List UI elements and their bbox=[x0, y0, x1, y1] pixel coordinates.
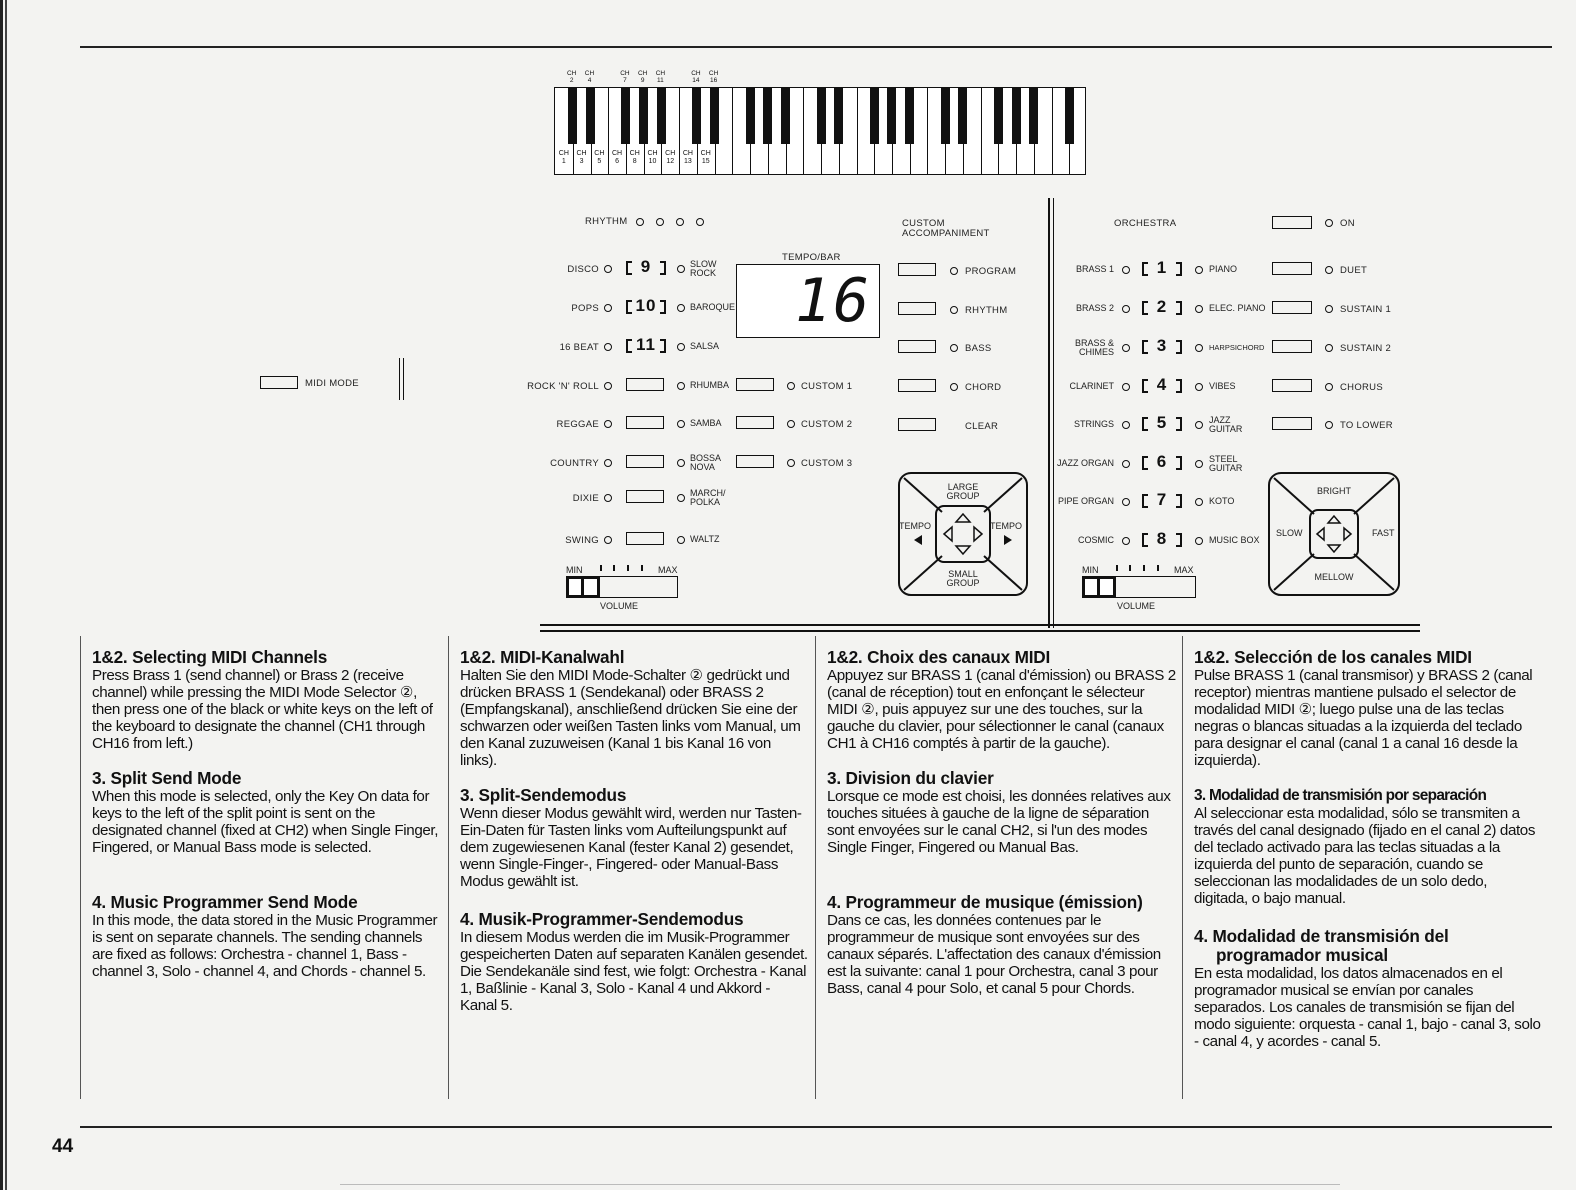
midi-mode-divider-2 bbox=[403, 358, 404, 400]
black-key bbox=[586, 88, 595, 144]
black-key bbox=[763, 88, 772, 144]
en-paragraph-2: When this mode is selected, only the Key On data for keys to the left of the split point is sent on the designated channel (fixed at CH2) when Single Finger, Fingered, or Manual Bass mode is selected. bbox=[92, 788, 439, 856]
tempo-bar-display bbox=[736, 264, 880, 338]
orchestra-effect-indicator bbox=[1325, 383, 1333, 391]
orchestra-indicator bbox=[1195, 305, 1203, 313]
keyboard-channel-label: CH 3 bbox=[576, 150, 587, 165]
orchestra-label: CLARINET bbox=[1069, 381, 1114, 391]
custom-acc-label: CLEAR bbox=[965, 421, 999, 432]
en-heading-3: 4. Music Programmer Send Mode bbox=[92, 892, 358, 912]
rhythm-indicator bbox=[604, 343, 612, 351]
binding-edge-inner bbox=[5, 0, 7, 1190]
rhythm-indicator bbox=[677, 536, 685, 544]
orchestra-on-indicator bbox=[1325, 219, 1333, 227]
rhythm-button[interactable] bbox=[626, 416, 664, 429]
rhythm-label: BOSSA NOVA bbox=[690, 453, 721, 472]
rhythm-indicator-1 bbox=[636, 218, 644, 226]
rhythm-button[interactable] bbox=[626, 378, 664, 391]
rhythm-indicator bbox=[604, 265, 612, 273]
rhythm-number-bracket bbox=[626, 339, 632, 353]
large-group-label: LARGE GROUP bbox=[946, 482, 980, 501]
orchestra-number-bracket bbox=[1176, 340, 1182, 354]
orchestra-effect-label: CHORUS bbox=[1340, 382, 1383, 393]
en-heading-1: 1&2. Selecting MIDI Channels bbox=[92, 647, 328, 667]
orchestra-label: MUSIC BOX bbox=[1209, 535, 1260, 545]
orchestra-number-button[interactable]: 5 bbox=[1156, 413, 1168, 432]
fr-paragraph-1: Appuyez sur BRASS 1 (canal d'émission) ou BRASS 2 (canal de réception) tout en enfonçant le sélecteur MIDI ②, puis appuyez sur une des touches, sur la gauche du clavier, pour sélectionner le canal (canaux CH1 à CH16 comptés à partir de la gauche). bbox=[827, 667, 1176, 752]
orchestra-indicator bbox=[1195, 383, 1203, 391]
keyboard-channel-label: CH 5 bbox=[594, 150, 605, 165]
orchestra-effect-label: TO LOWER bbox=[1340, 420, 1393, 431]
rhythm-indicator bbox=[604, 494, 612, 502]
orchestra-label: VIBES bbox=[1209, 381, 1236, 391]
orchestra-number-bracket bbox=[1142, 533, 1148, 547]
custom-acc-indicator bbox=[950, 383, 958, 391]
mellow-label: MELLOW bbox=[1314, 572, 1354, 582]
small-group-label: SMALL GROUP bbox=[946, 569, 980, 588]
rhythm-indicator bbox=[677, 420, 685, 428]
bottom-rule bbox=[80, 1126, 1552, 1128]
de-paragraph-3: In diesem Modus werden die im Musik-Programmer gespeicherten Daten auf separaten Kanälen gesendet. Die Sendekanäle sind fest, wie folgt: Orchestra - Kanal 1, Baßlinie - Kanal 3, Solo - Kanal 4 und Akkord - Kanal 5. bbox=[460, 929, 808, 1014]
tempo-down-label: TEMPO bbox=[899, 521, 932, 531]
panel-base-line bbox=[540, 624, 1420, 626]
keyboard-channel-label: CH 14 bbox=[691, 70, 701, 84]
keyboard-figure bbox=[550, 70, 1090, 180]
rhythm-number-bracket bbox=[660, 261, 666, 275]
volume-right-max: MAX bbox=[1174, 565, 1194, 575]
orchestra-number-bracket bbox=[1142, 456, 1148, 470]
black-key bbox=[1065, 88, 1074, 144]
rhythm-label: WALTZ bbox=[690, 534, 720, 544]
orchestra-label: ELEC. PIANO bbox=[1209, 303, 1266, 313]
custom-rhythm-indicator bbox=[787, 382, 795, 390]
custom-acc-button[interactable] bbox=[898, 340, 936, 353]
keyboard-channel-label: CH 10 bbox=[647, 150, 658, 165]
custom-rhythm-button[interactable] bbox=[736, 416, 774, 429]
de-heading-2: 3. Split-Sendemodus bbox=[460, 785, 627, 805]
custom-acc-label: RHYTHM bbox=[965, 305, 1008, 316]
orchestra-effect-label: SUSTAIN 1 bbox=[1340, 304, 1392, 315]
column-spanish bbox=[1194, 648, 1544, 1050]
rhythm-label: ROCK 'N' ROLL bbox=[527, 381, 599, 392]
es-heading-1: 1&2. Selección de los canales MIDI bbox=[1194, 647, 1472, 667]
orchestra-label: KOTO bbox=[1209, 496, 1235, 506]
volume-right-slider-knob[interactable] bbox=[1082, 576, 1116, 598]
black-key bbox=[941, 88, 950, 144]
orchestra-label: JAZZ ORGAN bbox=[1056, 458, 1114, 468]
es-paragraph-1: Pulse BRASS 1 (canal transmisor) y BRASS 2 (canal receptor) mientras mantiene pulsado el selector de modalidad MIDI ②; luego pulse una de las teclas negras o blancas situadas a la izquierda del teclado para designar el canal (canal 1 a canal 16 desde la izquierda). bbox=[1194, 667, 1533, 769]
page-number: 44 bbox=[52, 1136, 74, 1157]
orchestra-number-button[interactable]: 3 bbox=[1156, 336, 1168, 355]
rhythm-indicator bbox=[604, 459, 612, 467]
rhythm-number-button[interactable]: 9 bbox=[640, 257, 652, 276]
orchestra-number-button[interactable]: 1 bbox=[1156, 258, 1168, 277]
orchestra-heading: ORCHESTRA bbox=[1114, 218, 1177, 229]
rhythm-label: SWING bbox=[565, 535, 599, 546]
black-key bbox=[834, 88, 843, 144]
rhythm-label: BAROQUE bbox=[690, 302, 736, 312]
orchestra-label: JAZZ GUITAR bbox=[1209, 415, 1243, 434]
orchestra-indicator bbox=[1122, 421, 1130, 429]
rhythm-label: SALSA bbox=[690, 341, 720, 351]
rhythm-label: MARCH/ POLKA bbox=[690, 488, 726, 507]
volume-left-ticks bbox=[600, 565, 652, 571]
black-key bbox=[781, 88, 790, 144]
orchestra-effect-indicator bbox=[1325, 344, 1333, 352]
black-key bbox=[568, 88, 577, 144]
rhythm-label: COUNTRY bbox=[550, 458, 599, 469]
es-heading-3: 4. Modalidad de transmisión del programador musical bbox=[1194, 926, 1449, 965]
volume-right[interactable] bbox=[1079, 564, 1199, 614]
orchestra-label: BRASS & CHIMES bbox=[1074, 338, 1114, 357]
orchestra-label: STRINGS bbox=[1073, 419, 1114, 429]
panel-base-line-2 bbox=[540, 630, 1420, 632]
white-key-divider bbox=[1052, 88, 1053, 174]
orchestra-indicator bbox=[1195, 266, 1203, 274]
orchestra-effect-indicator bbox=[1325, 421, 1333, 429]
bright-label: BRIGHT bbox=[1316, 486, 1351, 496]
custom-rhythm-label: CUSTOM 3 bbox=[801, 458, 853, 469]
tempo-bar-value: 16 bbox=[795, 266, 872, 336]
keyboard-channel-label: CH 8 bbox=[629, 150, 640, 165]
rhythm-label: RHUMBA bbox=[690, 380, 730, 390]
tempo-up-label: TEMPO bbox=[990, 521, 1023, 531]
rhythm-indicator bbox=[677, 304, 685, 312]
black-key bbox=[994, 88, 1003, 144]
rhythm-label: SLOW ROCK bbox=[690, 259, 717, 278]
keyboard-channel-label: CH 16 bbox=[708, 70, 719, 84]
de-heading-3: 4. Musik-Programmer-Sendemodus bbox=[460, 909, 744, 929]
volume-left[interactable] bbox=[563, 564, 683, 614]
custom-acc-indicator bbox=[950, 267, 958, 275]
rhythm-heading: RHYTHM bbox=[585, 216, 628, 227]
rhythm-indicator bbox=[604, 304, 612, 312]
fr-heading-1: 1&2. Choix des canaux MIDI bbox=[827, 647, 1051, 667]
panel-divider-2 bbox=[1053, 198, 1054, 628]
custom-acc-indicator bbox=[950, 306, 958, 314]
de-paragraph-1: Halten Sie den MIDI Mode-Schalter ② gedrückt und drücken BRASS 1 (Sendekanal) oder BRASS 2 (Empfangskanal), anschließend drücken Sie eine der schwarzen oder weißen Tasten links vom Manual, um den Kanal zuzuweisen (Kanal 1 bis Kanal 16 von links). bbox=[460, 667, 801, 769]
rhythm-indicator bbox=[677, 382, 685, 390]
orchestra-indicator bbox=[1122, 266, 1130, 274]
es-paragraph-2: Al seleccionar esta modalidad, sólo se transmiten a través del canal designado (fijado en el canal 2) datos del teclado activado para las teclas situadas a la izquierda del punto de separación, cuando se seleccionan las modalidades de un solo dedo, digitada, o bajo manual. bbox=[1194, 805, 1536, 907]
fr-heading-2: 3. Division du clavier bbox=[827, 768, 994, 788]
orchestra-indicator bbox=[1122, 383, 1130, 391]
volume-left-max: MAX bbox=[658, 565, 678, 575]
black-key bbox=[657, 88, 666, 144]
white-key-divider bbox=[927, 88, 928, 174]
column-english bbox=[92, 648, 442, 980]
custom-acc-label: CHORD bbox=[965, 382, 1002, 393]
fast-label: FAST bbox=[1372, 528, 1395, 538]
tempo-group-pad[interactable] bbox=[898, 472, 1028, 596]
orchestra-label: PIANO bbox=[1209, 264, 1238, 274]
volume-right-label: VOLUME bbox=[1117, 601, 1156, 611]
rhythm-button[interactable] bbox=[626, 532, 664, 545]
volume-left-label: VOLUME bbox=[600, 601, 639, 611]
black-key bbox=[958, 88, 967, 144]
custom-acc-heading: CUSTOM ACCOMPANIMENT bbox=[902, 218, 990, 239]
custom-acc-label: BASS bbox=[965, 343, 992, 354]
column-german bbox=[460, 648, 810, 1014]
custom-acc-label: PROGRAM bbox=[965, 266, 1017, 277]
black-key bbox=[1029, 88, 1038, 144]
tempo-bar-label: TEMPO/BAR bbox=[782, 252, 841, 263]
orchestra-label: COSMIC bbox=[1078, 535, 1114, 545]
custom-rhythm-indicator bbox=[787, 420, 795, 428]
column-rule-3 bbox=[815, 636, 816, 1099]
orchestra-label: BRASS 1 bbox=[1075, 264, 1114, 274]
orchestra-effect-label: SUSTAIN 2 bbox=[1340, 343, 1392, 354]
keyboard-channel-label: CH 4 bbox=[584, 70, 595, 84]
keyboard-channel-label: CH 9 bbox=[637, 70, 648, 84]
column-rule-2 bbox=[448, 636, 449, 1099]
rhythm-indicator bbox=[677, 494, 685, 502]
orchestra-effect-button[interactable] bbox=[1272, 262, 1312, 275]
orchestra-number-button[interactable]: 2 bbox=[1156, 297, 1168, 316]
orchestra-indicator bbox=[1122, 305, 1130, 313]
orchestra-effect-button[interactable] bbox=[1272, 340, 1312, 353]
volume-right-ticks bbox=[1116, 565, 1168, 571]
orchestra-label: HARPSICHORD bbox=[1209, 343, 1265, 352]
rhythm-indicator bbox=[677, 265, 685, 273]
rhythm-indicator-3 bbox=[676, 218, 684, 226]
orchestra-indicator bbox=[1195, 537, 1203, 545]
rhythm-label: 16 BEAT bbox=[559, 342, 599, 353]
orchestra-indicator bbox=[1122, 344, 1130, 352]
fr-paragraph-2: Lorsque ce mode est choisi, les données relatives aux touches situées à gauche de la ligne de séparation sont envoyées sur le canal CH2, si l'un des modes Single Finger, Fingered ou Manual Bas. bbox=[827, 788, 1171, 856]
tone-speed-pad[interactable] bbox=[1268, 472, 1400, 596]
custom-rhythm-button[interactable] bbox=[736, 378, 774, 391]
orchestra-indicator bbox=[1195, 498, 1203, 506]
custom-acc-button[interactable] bbox=[898, 302, 936, 315]
es-heading-2: 3. Modalidad de transmisión por separación bbox=[1194, 787, 1487, 804]
black-key bbox=[639, 88, 648, 144]
orchestra-number-bracket bbox=[1176, 379, 1182, 393]
orchestra-number-bracket bbox=[1176, 301, 1182, 315]
black-key bbox=[710, 88, 719, 144]
orchestra-number-bracket bbox=[1176, 417, 1182, 431]
rhythm-number-bracket bbox=[626, 300, 632, 314]
black-key bbox=[817, 88, 826, 144]
rhythm-button[interactable] bbox=[626, 455, 664, 468]
custom-acc-button[interactable] bbox=[898, 418, 936, 431]
orchestra-number-bracket bbox=[1176, 262, 1182, 276]
orchestra-on-button[interactable] bbox=[1272, 216, 1312, 229]
rhythm-label: SAMBA bbox=[690, 418, 722, 428]
custom-rhythm-button[interactable] bbox=[736, 455, 774, 468]
orchestra-number-bracket bbox=[1176, 456, 1182, 470]
rhythm-button[interactable] bbox=[626, 490, 664, 503]
rhythm-indicator bbox=[677, 459, 685, 467]
keyboard-channel-label: CH 13 bbox=[682, 150, 693, 165]
orchestra-effect-label: DUET bbox=[1340, 265, 1368, 276]
keyboard-channel-label: CH 2 bbox=[566, 70, 577, 84]
orchestra-number-bracket bbox=[1142, 417, 1148, 431]
keyboard-channel-label: CH 15 bbox=[700, 150, 711, 165]
midi-mode-label: MIDI MODE bbox=[305, 378, 359, 389]
white-key-divider bbox=[857, 88, 858, 174]
orchestra-number-bracket bbox=[1176, 533, 1182, 547]
rhythm-indicator bbox=[604, 382, 612, 390]
rhythm-number-button[interactable]: 10 bbox=[635, 296, 657, 315]
top-rule bbox=[80, 46, 1552, 48]
black-key bbox=[621, 88, 630, 144]
en-paragraph-1: Press Brass 1 (send channel) or Brass 2 (receive channel) while pressing the MIDI Mode Selector ②, then press one of the black or white keys on the left of the keyboard to designate the channel (CH1 through CH16 from left.) bbox=[92, 667, 433, 752]
volume-left-min: MIN bbox=[566, 565, 583, 575]
rhythm-label: POPS bbox=[571, 303, 599, 314]
rhythm-number-bracket bbox=[626, 261, 632, 275]
orchestra-on-label: ON bbox=[1340, 218, 1355, 229]
fr-heading-3: 4. Programmeur de musique (émission) bbox=[827, 892, 1143, 912]
en-paragraph-3: In this mode, the data stored in the Music Programmer is sent on separate channels. The sending channels are fixed as follows: Orchestra - channel 1, Bass - channel 3, Solo - channel 4, and Chords - channel 5. bbox=[92, 912, 438, 980]
custom-acc-indicator bbox=[950, 344, 958, 352]
orchestra-effect-indicator bbox=[1325, 305, 1333, 313]
orchestra-number-bracket bbox=[1142, 301, 1148, 315]
orchestra-indicator bbox=[1195, 421, 1203, 429]
rhythm-indicator bbox=[677, 343, 685, 351]
orchestra-indicator bbox=[1122, 537, 1130, 545]
column-french bbox=[827, 648, 1177, 997]
footer-shadow bbox=[340, 1184, 1340, 1185]
orchestra-indicator bbox=[1122, 498, 1130, 506]
black-key bbox=[905, 88, 914, 144]
column-rule-4 bbox=[1182, 636, 1183, 1099]
black-key bbox=[887, 88, 896, 144]
black-key bbox=[870, 88, 879, 144]
custom-acc-button[interactable] bbox=[898, 379, 936, 392]
rhythm-number-bracket bbox=[660, 339, 666, 353]
orchestra-label: BRASS 2 bbox=[1075, 303, 1114, 313]
custom-rhythm-label: CUSTOM 2 bbox=[801, 419, 853, 430]
keyboard-channel-label: CH 6 bbox=[611, 150, 623, 165]
keyboard-channel-label: CH 7 bbox=[620, 70, 630, 84]
custom-rhythm-label: CUSTOM 1 bbox=[801, 381, 853, 392]
orchestra-indicator bbox=[1122, 460, 1130, 468]
black-key bbox=[692, 88, 701, 144]
orchestra-label: STEEL GUITAR bbox=[1209, 454, 1243, 473]
midi-mode-button[interactable] bbox=[260, 376, 298, 389]
orchestra-number-button[interactable]: 6 bbox=[1156, 452, 1168, 471]
rhythm-number-button[interactable]: 11 bbox=[636, 335, 656, 354]
custom-acc-button[interactable] bbox=[898, 263, 936, 276]
rhythm-number-bracket bbox=[660, 300, 666, 314]
white-key-divider bbox=[981, 88, 982, 174]
orchestra-number-bracket bbox=[1142, 494, 1148, 508]
midi-mode-divider bbox=[399, 358, 400, 400]
orchestra-number-button[interactable]: 7 bbox=[1156, 490, 1168, 509]
black-key bbox=[1012, 88, 1021, 144]
volume-left-slider-knob[interactable] bbox=[566, 576, 600, 598]
rhythm-indicator-4 bbox=[696, 218, 704, 226]
orchestra-label: PIPE ORGAN bbox=[1057, 496, 1114, 506]
column-rule-1 bbox=[80, 636, 81, 1099]
keyboard-channel-label: CH 12 bbox=[665, 150, 676, 165]
orchestra-indicator bbox=[1195, 344, 1203, 352]
orchestra-number-bracket bbox=[1176, 494, 1182, 508]
orchestra-number-button[interactable]: 4 bbox=[1156, 375, 1168, 394]
orchestra-effect-button[interactable] bbox=[1272, 379, 1312, 392]
de-heading-1: 1&2. MIDI-Kanalwahl bbox=[460, 647, 625, 667]
orchestra-effect-button[interactable] bbox=[1272, 301, 1312, 314]
keyboard-channel-label: CH 1 bbox=[558, 150, 569, 165]
rhythm-indicator-2 bbox=[656, 218, 664, 226]
rhythm-label: REGGAE bbox=[556, 419, 599, 430]
panel-divider bbox=[1048, 198, 1050, 628]
keyboard-top-labels bbox=[550, 70, 1090, 86]
de-paragraph-2: Wenn dieser Modus gewählt wird, werden nur Tasten-Ein-Daten für Tasten links vom Aufteilungspunkt auf dem zugewiesenen Kanal (fester Kanal 2) gesendet, wenn Single-Finger-, Fingered- oder Manual-Bass Modus gewählt ist. bbox=[460, 805, 802, 890]
orchestra-number-button[interactable]: 8 bbox=[1156, 529, 1168, 548]
rhythm-label: DISCO bbox=[567, 264, 599, 275]
keyboard bbox=[554, 87, 1086, 175]
orchestra-number-bracket bbox=[1142, 379, 1148, 393]
rhythm-indicator bbox=[604, 536, 612, 544]
es-paragraph-3: En esta modalidad, los datos almacenados en el programador musical se envían por canales separados. Los canales de transmisión se fijan del modo siguiente: orquesta - canal 1, bajo - canal 3, solo - canal 4, y acordes - canal 5. bbox=[1194, 965, 1541, 1050]
orchestra-number-bracket bbox=[1142, 340, 1148, 354]
en-heading-2: 3. Split Send Mode bbox=[92, 768, 242, 788]
rhythm-indicator bbox=[604, 420, 612, 428]
volume-right-min: MIN bbox=[1082, 565, 1099, 575]
rhythm-label: DIXIE bbox=[572, 493, 599, 504]
white-key-divider bbox=[803, 88, 804, 174]
orchestra-effect-button[interactable] bbox=[1272, 417, 1312, 430]
orchestra-number-bracket bbox=[1142, 262, 1148, 276]
white-key-divider bbox=[732, 88, 733, 174]
binding-edge bbox=[0, 0, 3, 1190]
orchestra-indicator bbox=[1195, 460, 1203, 468]
orchestra-effect-indicator bbox=[1325, 266, 1333, 274]
fr-paragraph-3: Dans ce cas, les données contenues par le programmeur de musique sont envoyées sur des canaux séparés. L'affectation des canaux d'émission est la suivante: canal 1 pour Orchestra, canal 3 pour Bass, canal 4 pour Solo, et canal 5 pour Chords. bbox=[827, 912, 1161, 997]
keyboard-channel-label: CH 11 bbox=[655, 70, 666, 84]
custom-rhythm-indicator bbox=[787, 459, 795, 467]
black-key bbox=[746, 88, 755, 144]
slow-label: SLOW bbox=[1276, 528, 1303, 538]
